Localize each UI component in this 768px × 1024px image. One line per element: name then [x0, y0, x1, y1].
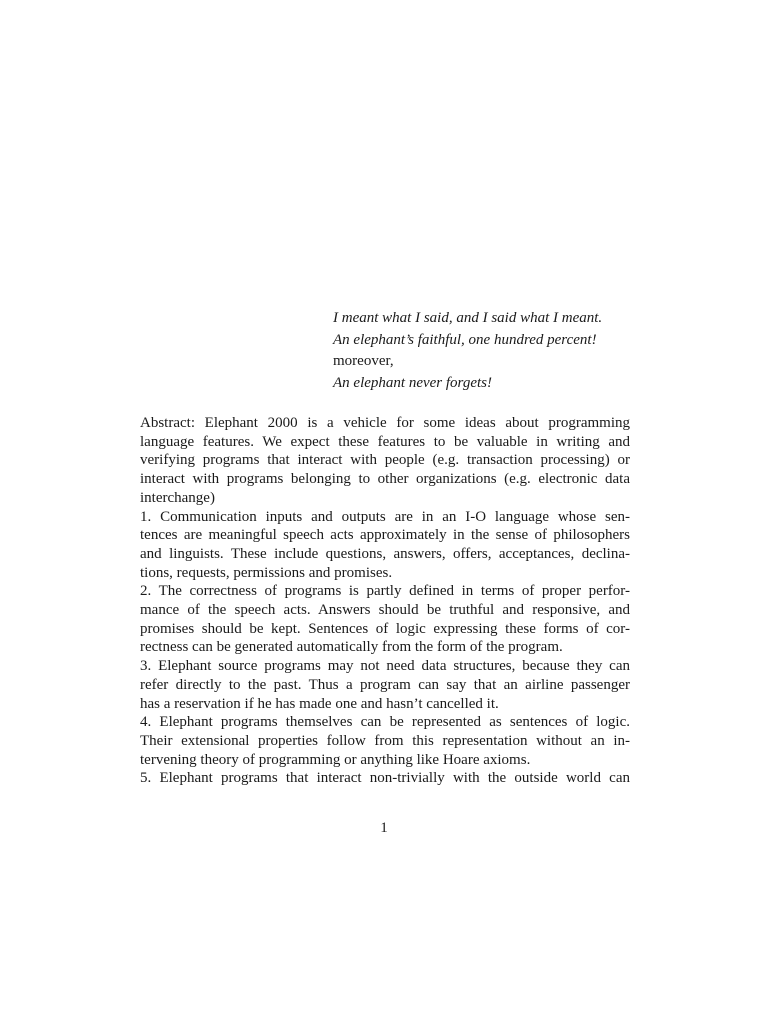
abstract-line: verifying programs that interact with people (e.g. transaction processing) or: [140, 452, 630, 469]
abstract-line: interchange): [140, 489, 215, 506]
point-1-line: and linguists. These include questions, answers, offers, acceptances, declina-: [140, 545, 630, 562]
page-number: 1: [380, 820, 388, 836]
point-3-line: refer directly to the past. Thus a program can say that an airline passenger: [140, 676, 630, 693]
abstract-line: Abstract: Elephant 2000 is a vehicle for some ideas about programming: [140, 415, 630, 431]
epigraph-line: An elephant’s faithful, one hundred percent!: [333, 331, 597, 348]
point-1-line: tences are meaningful speech acts approximately in the sense of philosophers: [140, 527, 630, 544]
point-4-line: tervening theory of programming or anything like Hoare axioms.: [140, 751, 531, 768]
point-2-line: rectness can be generated automatically from the form of the program.: [140, 639, 563, 656]
point-1-line: tions, requests, permissions and promises.: [140, 564, 393, 581]
point-2-line: mance of the speech acts. Answers should be truthful and responsive, and: [140, 602, 630, 619]
point-4-line: 4. Elephant programs themselves can be represented as sentences of logic.: [140, 714, 630, 731]
point-1-line: 1. Communication inputs and outputs are in an I-O language whose sen-: [140, 508, 630, 525]
abstract-body: [140, 414, 630, 788]
point-3-line: 3. Elephant source programs may not need data structures, because they can: [140, 658, 630, 675]
point-5-line: 5. Elephant programs that interact non-trivially with the outside world can: [140, 770, 630, 787]
epigraph-line: I meant what I said, and I said what I meant.: [333, 310, 603, 326]
epigraph-line: An elephant never forgets!: [333, 374, 492, 391]
abstract-line: interact with programs belonging to other organizations (e.g. electronic data: [140, 471, 630, 488]
point-3-line: has a reservation if he has made one and hasn’t cancelled it.: [140, 695, 499, 712]
point-2-line: promises should be kept. Sentences of logic expressing these forms of cor-: [140, 620, 630, 637]
point-2-line: 2. The correctness of programs is partly defined in terms of proper perfor-: [140, 583, 630, 600]
epigraph: [333, 308, 663, 394]
abstract-line: language features. We expect these features to be valuable in writing and: [140, 433, 630, 450]
point-4-line: Their extensional properties follow from this representation without an in-: [140, 732, 630, 749]
epigraph-connector: moreover,: [333, 353, 394, 369]
